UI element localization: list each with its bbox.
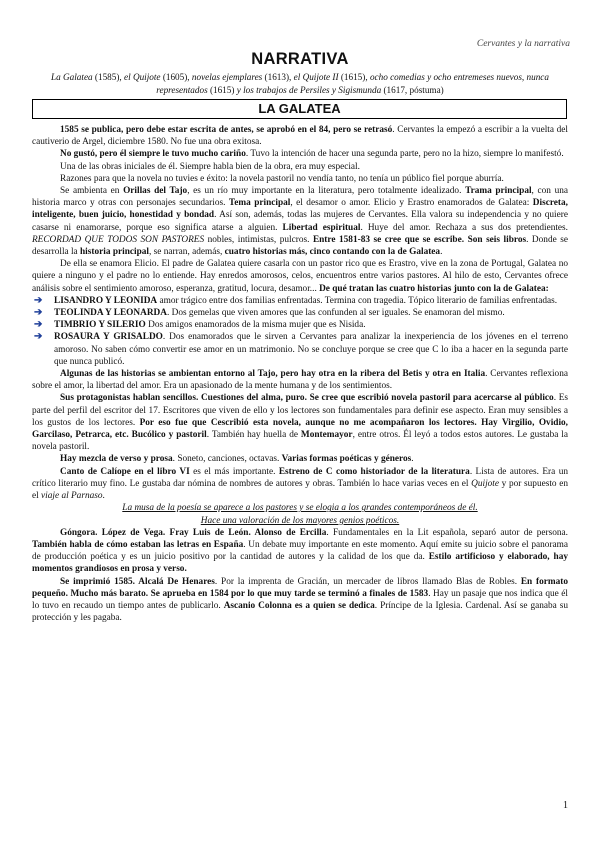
- paragraph: 1585 se publica, pero debe estar escrita de antes, se aprobó en el 84, pero se retrasó. Cervantes la empezó a escribir a la vuelta del cautiverio de Argel, diciembre 1580. No fue una obra exitosa.: [32, 125, 569, 148]
- paragraph: De ella se enamora Elicio. El padre de Galatea quiere casarla con un pastor rico que es Erastro, vive en la zona de Portugal, Galatea no quiere a ninguno y el padre no lo entiende. Hay enredos amorosos, celos, encuentros entre varios pastores. Al hilo de esto, Cervantes ofrece análisis sobre el sentimiento amoroso, esperanza, gratitud, locura, desamor... De qué tratan las cuatro historias junto con la de Galatea:: [32, 259, 568, 294]
- quote: La musa de la poesía se aparece a los pastores y se elogia a los grandes contemporáneos de él.: [122, 503, 478, 514]
- list-item: ➔ LISANDRO Y LEONIDA amor trágico entre dos familias enfrentadas. Termina con tragedia. Tópico literario de familias enfrentadas.: [34, 294, 558, 306]
- paragraph: Góngora. López de Vega. Fray Luis de León. Alonso de Ercilla. Fundamentales en la Lit española, separó autor de persona. También habla de cómo estaban las letras en España. Un debate muy importante en este momento. Aquí emite su juicio sobre el panorama de producción poética y es un juicio positivo por la cantidad de autores y la calidad de los que da. Estilo artificioso y elaborado, hay momentos grandiosos en prosa y verso.: [32, 527, 568, 575]
- list-item: ➔ TIMBRIO Y SILERIO Dos amigos enamorados de la misma mujer que es Nisida.: [34, 319, 366, 331]
- work-year: (1613),: [262, 72, 294, 82]
- quote: Hace una valoración de los mayores genios poéticos.: [200, 515, 400, 526]
- work-title: novelas ejemplares: [191, 72, 263, 82]
- paragraph: Se imprimió 1585. Alcalá De Henares. Por la imprenta de Gracián, un mercader de libros llamado Blas de Robles. En formato pequeño. Mucho más barato. Se aprueba en 1584 por lo que muy tarde se terminó a finales de 1583. Hay un pasaje que nos indica que él lo tuvo en recaudo un tiempo antes de publicarlo. Ascanio Colonna es a quien se dedica. Príncipe de la Iglesia. Cardenal. Así se ganaba su protección y les pagaba.: [32, 576, 569, 624]
- list-item: ➔ TEOLINDA Y LEONARDA. Dos gemelas que viven amores que las confunden al ser iguales. Se enamoran del mismo.: [34, 307, 505, 319]
- paragraph: Una de las obras iniciales de él. Siempre habla bien de la obra, era muy especial.: [60, 161, 360, 172]
- work-title: el Quijote II: [293, 72, 339, 82]
- arrow-right-icon: ➔: [34, 294, 43, 306]
- work-year: (1615),: [338, 72, 370, 82]
- page-number: 1: [563, 800, 568, 811]
- body-text: [32, 124, 568, 624]
- paragraph: Algunas de las historias se ambientan entorno al Tajo, pero hay otra en la ribera del Betis y otra en Italia. Cervantes reflexiona sobre el amor, la libertad del amor. Era un apasionado de la mente humana y de los sentimientos.: [32, 369, 568, 392]
- work-year: (1617, póstuma): [381, 84, 444, 95]
- paragraph: Canto de Calíope en el libro VI es el más importante. Estreno de C como historiador de la literatura. Lista de autores. Era un crítico literario muy fino. Le gustaba dar nómina de nombres de autores y obras. También lo hace varias veces en el Quijote y por supuesto en el viaje al Parnaso.: [32, 466, 569, 502]
- paragraph: No gustó, pero él siempre le tuvo mucho cariño. Tuvo la intención de hacer una segunda parte, pero no la hizo, siempre lo manifestó.: [60, 149, 564, 160]
- arrow-right-icon: ➔: [34, 331, 43, 343]
- list-item: ➔ ROSAURA Y GRISALDO. Dos enamorados que le sirven a Cervantes para analizar la inexperiencia de los jóvenes en el terreno amoroso. No saben cómo convertir ese amor en un matrimonio. No se concluye porque se cree que C lo iba a hacer en la segunda parte que nunca publicó.: [34, 331, 568, 367]
- running-header: Cervantes y la narrativa: [476, 39, 570, 49]
- works-list: [32, 71, 568, 96]
- work-year: (1605),: [160, 72, 192, 82]
- work-year: (1615): [207, 84, 237, 95]
- paragraph: Sus protagonistas hablan sencillos. Cuestiones del alma, puro. Se cree que escribió novela pastoril para acercarse al público. Es parte del perfil del escritor del 17. Escritores que viven de ello y los lectores son fundamentales para definir ese aspecto. Eran muy sensibles a los gustos de los lectores. Por eso fue que Cescribió esta novela, aunque no me acompañaron los lectores. Hay Virgilio, Ovidio, Garcilaso, Petrarca, etc. Bucólico y pastoril. También hay huella de Montemayor, entre otros. Él leyó a todos estos autores. Le gustaba la novela pastoril.: [32, 393, 569, 453]
- paragraph: Hay mezcla de verso y prosa. Soneto, canciones, octavas. Varias formas poéticas y géneros.: [60, 454, 414, 465]
- arrow-right-icon: ➔: [34, 319, 43, 331]
- paragraph: Razones para que la novela no tuvies e éxito: la novela pastoril no vendía tanto, no tenía un público fiel porque aburría.: [60, 173, 504, 184]
- work-title: el Quijote: [124, 72, 161, 82]
- paragraph: Se ambienta en Orillas del Tajo, es un río muy importante en la literatura, pero totalmente idealizado. Trama principal, con una historia marco y otras con personajes secundarios. Tema principal, el desamor o amor. Elicio y Erastro enamorados de Galatea: Discreta, inteligente, buen juicio, honestidad y bondad. Así son, además, todas las mujeres de Cervantes. Ella valora su independencia y no quiere casarse ni enamorarse, porque eso significa atarse a alguien. Libertad espiritual. Huye del amor. Rechaza a sus dos pretendientes. RECORDAD QUE TODOS SON PASTORES nobles, intimistas, pulcros. Entre 1581-83 se cree que se escribe. Son seis libros. Donde se desarrolla la historia principal, se narran, además, cuatro historias más, cinco contando con la de Galatea.: [32, 186, 569, 258]
- work-title: La Galatea: [51, 72, 93, 82]
- story-list: [32, 295, 568, 368]
- work-title: ocho comedias y ocho entremeses nuevos, nunca representados: [156, 72, 549, 95]
- work-year: (1585),: [92, 72, 125, 82]
- section-heading: LA GALATEA: [32, 99, 567, 119]
- arrow-right-icon: ➔: [34, 307, 43, 319]
- page-title: NARRATIVA: [251, 50, 349, 68]
- work-title: y los trabajos de Persiles y Sigismunda: [236, 84, 382, 95]
